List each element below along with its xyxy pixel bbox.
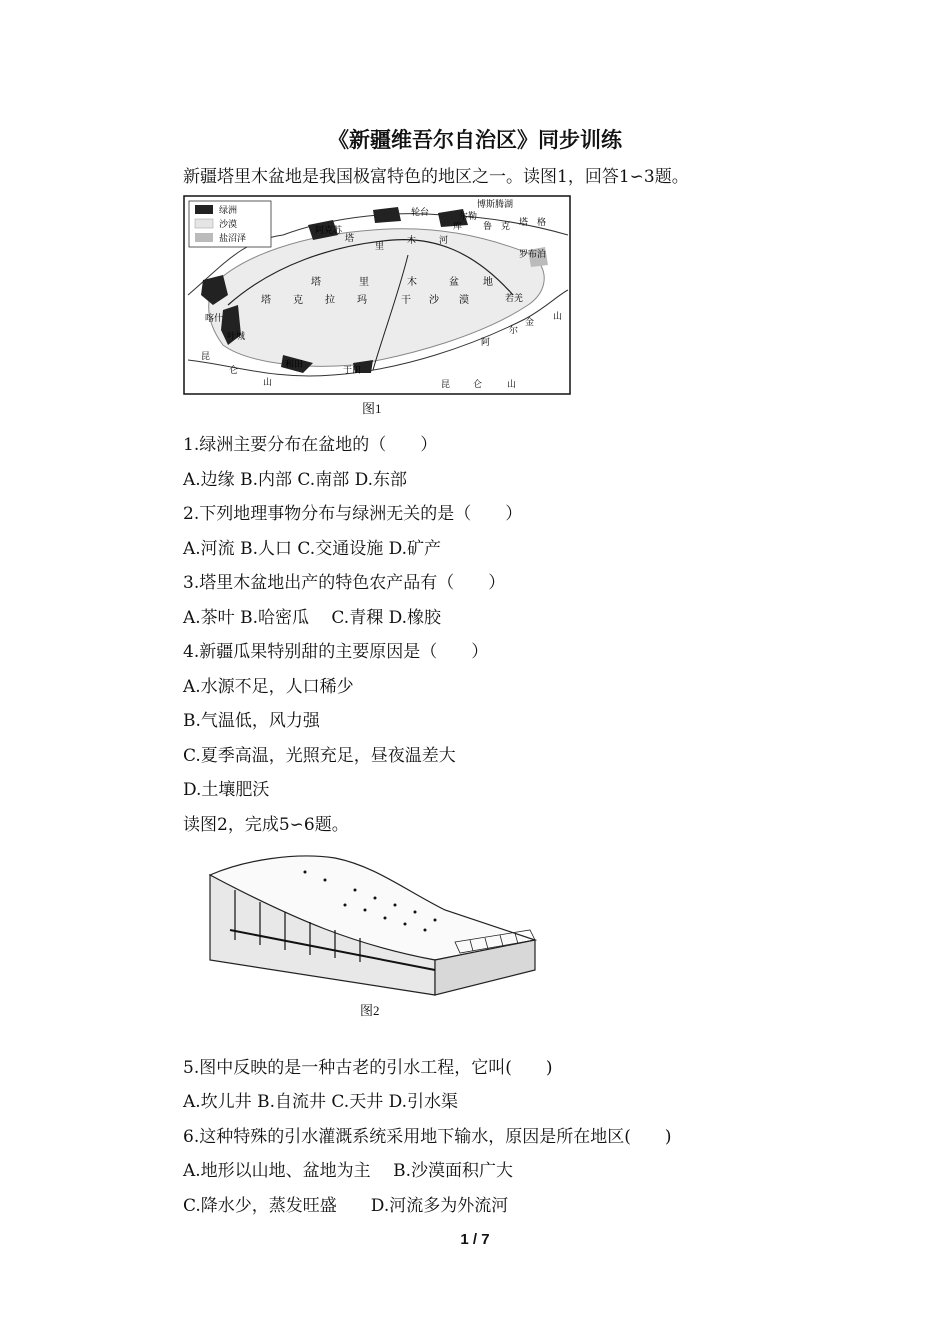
map-label: 拉 [325, 295, 335, 306]
map-label: 地 [483, 277, 493, 288]
map-label: 金 [525, 318, 535, 328]
map-label: 鲁 [483, 222, 493, 232]
map-label: 山 [553, 312, 563, 322]
map-label: 阿 [481, 338, 491, 348]
legend-oasis: 绿洲 [219, 206, 238, 216]
map-label: 山 [507, 380, 517, 390]
map-label: 里 [359, 277, 369, 288]
map-label: 轮台 [411, 208, 430, 218]
map-label: 木 [407, 277, 417, 288]
question-4-option-c: C.夏季高温，光照充足，昼夜温差大 [183, 746, 456, 766]
legend-salt-marsh: 盐沼泽 [219, 234, 247, 244]
question-4-option-b: B.气温低，风力强 [183, 711, 320, 731]
map-label: 昆 [441, 380, 451, 390]
map-label: 塔 [261, 295, 271, 306]
question-3: 3.塔里木盆地出产的特色农产品有（ ） [183, 573, 506, 593]
map-label: 博斯腾湖 [477, 200, 514, 210]
question-1: 1.绿洲主要分布在盆地的（ ） [183, 435, 438, 455]
figure-1-caption: 图1 [362, 401, 382, 416]
map-label: 玛 [357, 295, 367, 306]
question-5: 5.图中反映的是一种古老的引水工程，它叫( ) [183, 1058, 553, 1078]
map-label: 库 [453, 222, 463, 232]
karez-block-diagram [205, 850, 545, 1000]
map-label: 干 [401, 295, 411, 306]
question-3-options: A.茶叶 B.哈密瓜 C.青稞 D.橡胶 [183, 608, 442, 628]
legend-desert: 沙漠 [219, 220, 238, 230]
map-label: 木 [407, 236, 417, 246]
map-label: 仑 [229, 366, 239, 376]
map-label: 罗布泊 [519, 250, 547, 260]
map-label: 若羌 [505, 294, 524, 304]
figure-1-map [183, 195, 571, 399]
intro-2-text: 读图2，完成5∽6题。 [183, 815, 349, 835]
question-6-options-cd: C.降水少，蒸发旺盛 D.河流多为外流河 [183, 1196, 509, 1216]
tarim-basin-map [183, 195, 571, 395]
map-label: 盆 [449, 277, 459, 288]
question-6: 6.这种特殊的引水灌溉系统采用地下输水，原因是所在地区( ) [183, 1127, 672, 1147]
map-label: 于田 [343, 366, 362, 376]
map-label: 克 [293, 295, 303, 306]
figure-2-diagram [205, 850, 545, 1004]
map-label: 克 [501, 222, 511, 232]
map-label: 山 [263, 378, 273, 388]
question-6-options-ab: A.地形以山地、盆地为主 B.沙漠面积广大 [183, 1161, 513, 1181]
figure-2-caption: 图2 [360, 1003, 380, 1018]
map-label: 格 [537, 218, 547, 228]
map-label: 沙 [429, 295, 439, 306]
map-label: 仑 [473, 380, 483, 390]
map-label: 塔 [345, 234, 355, 244]
question-4-option-a: A.水源不足，人口稀少 [183, 677, 354, 697]
question-1-options: A.边缘 B.内部 C.南部 D.东部 [183, 470, 408, 490]
document-title: 《新疆维吾尔自治区》同步训练 [328, 128, 622, 152]
intro-text: 新疆塔里木盆地是我国极富特色的地区之一。读图1，回答1∽3题。 [183, 167, 689, 187]
question-2: 2.下列地理事物分布与绿洲无关的是（ ） [183, 504, 523, 524]
map-label: 里 [375, 242, 385, 252]
map-label: 塔 [311, 277, 321, 288]
map-label: 叶城 [227, 332, 246, 342]
map-label: 塔 [519, 218, 529, 228]
question-2-options: A.河流 B.人口 C.交通设施 D.矿产 [183, 539, 442, 559]
question-5-options: A.坎儿井 B.自流井 C.天井 D.引水渠 [183, 1092, 459, 1112]
map-label: 漠 [459, 295, 469, 306]
page-number: 1 / 7 [460, 1231, 490, 1248]
map-label: 阿克苏 [315, 226, 343, 236]
map-label: 和田 [285, 360, 304, 370]
map-label: 昆 [201, 352, 211, 362]
map-label: 喀什 [205, 314, 224, 324]
map-label: 尔 [509, 326, 519, 336]
question-4-option-d: D.土壤肥沃 [183, 780, 270, 800]
map-label: 尔勒 [459, 212, 478, 222]
question-4: 4.新疆瓜果特别甜的主要原因是（ ） [183, 642, 489, 662]
map-label: 河 [439, 236, 449, 246]
